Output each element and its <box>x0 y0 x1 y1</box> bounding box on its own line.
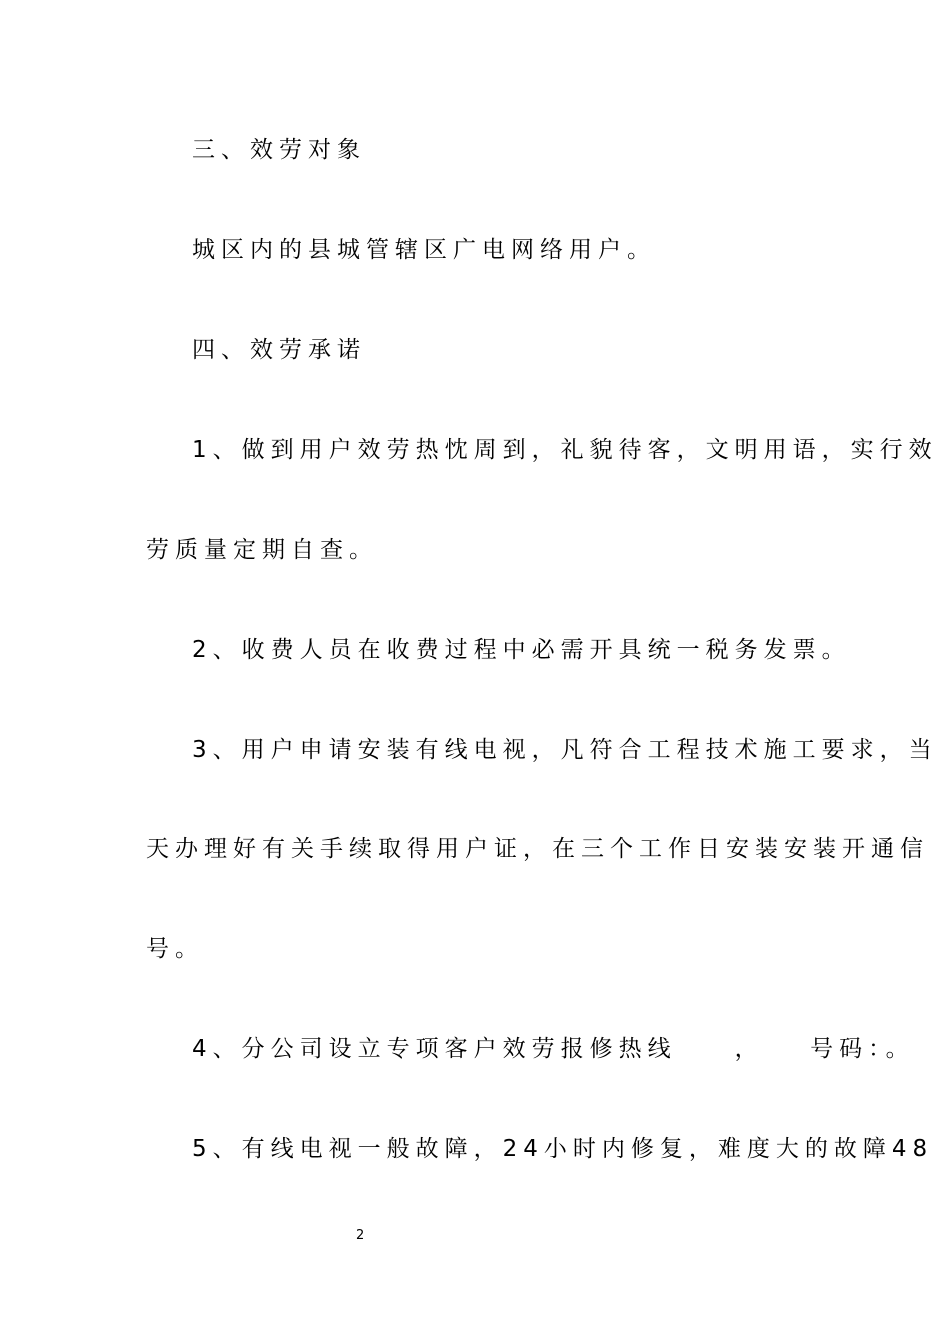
paragraph-item-2: 2、收费人员在收费过程中必需开具统一税务发票。 <box>192 637 851 663</box>
paragraph-item-4: 4、分公司设立专项客户效劳报修热线 ， 号码：。 <box>192 1036 915 1062</box>
paragraph-item-5-line-1: 5、有线电视一般故障，24小时内修复，难度大的故障48 <box>192 1136 934 1162</box>
paragraph-item-3-line-1: 3、用户申请安装有线电视，凡符合工程技术施工要求，当 <box>192 737 938 763</box>
paragraph-item-1-line-2: 劳质量定期自查。 <box>146 537 378 563</box>
paragraph-item-3-line-3: 号。 <box>146 936 204 962</box>
paragraph-item-3-line-2: 天办理好有关手续取得用户证，在三个工作日安装安装开通信 <box>146 836 929 862</box>
section-heading-service-commitment: 四、效劳承诺 <box>192 337 366 363</box>
paragraph-service-target: 城区内的县城管辖区广电网络用户。 <box>192 237 656 263</box>
paragraph-item-1-line-1: 1、做到用户效劳热忱周到，礼貌待客，文明用语，实行效 <box>192 437 938 463</box>
page-number: 2 <box>356 1228 365 1243</box>
section-heading-service-target: 三、效劳对象 <box>192 137 366 163</box>
